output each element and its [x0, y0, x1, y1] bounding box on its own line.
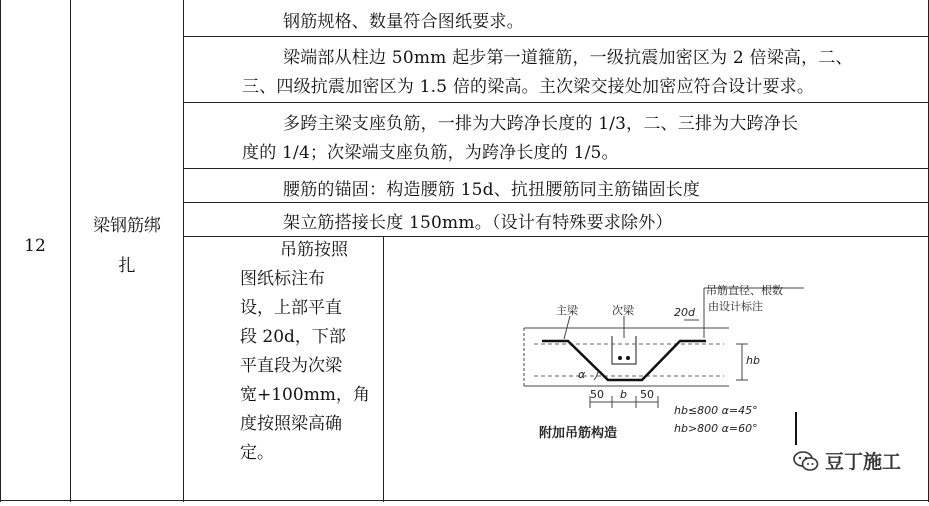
label-50-left: 50	[590, 388, 604, 401]
requirement-3-line-1: 多跨主梁支座负筋，一排为大跨净长度的 1/3，二、三排为大跨净长	[283, 114, 799, 134]
requirement-4: 腰筋的锚固：构造腰筋 15d、抗扭腰筋同主筋锚固长度	[283, 180, 701, 200]
hanger-line: 度按照梁高确	[240, 414, 342, 434]
label-note-line2: 由设计标注	[708, 300, 763, 313]
requirement-3-line-2: 度的 1/4；次梁端支座负筋，为跨净长度的 1/5。	[242, 143, 619, 163]
table-divider-no	[70, 0, 71, 502]
row-divider-2	[183, 102, 929, 103]
hanger-line: 定。	[240, 443, 274, 463]
hanger-line: 平直段为次梁	[240, 356, 342, 376]
requirement-2-line-2: 三、四级抗震加密区为 1.5 倍的梁高。主次梁交接处加密应符合设计要求。	[242, 77, 815, 97]
item-name	[72, 206, 182, 286]
figure-caption: 附加吊筋构造	[539, 426, 618, 441]
hanger-line: 宽+100mm，角	[240, 385, 370, 405]
table-divider-item	[183, 0, 184, 502]
label-secondary-beam: 次梁	[612, 304, 634, 317]
rule-1: hb≤800 α=45°	[674, 404, 758, 417]
label-main-beam: 主梁	[556, 304, 578, 317]
item-name-line: 扎	[118, 256, 136, 276]
rule-2: hb>800 α=60°	[674, 422, 758, 435]
watermark	[793, 447, 901, 474]
label-note-line1: 吊筋直径、根数	[706, 284, 783, 297]
row-divider-4	[183, 202, 929, 203]
hanger-description	[240, 236, 375, 468]
row-divider-1	[183, 36, 929, 37]
hanger-line: 段 20d，下部	[240, 327, 346, 347]
requirement-5: 架立筋搭接长度 150mm。（设计有特殊要求除外）	[283, 213, 673, 233]
label-alpha: α	[578, 368, 586, 381]
label-20d: 20d	[674, 306, 695, 319]
requirement-2-line-1: 梁端部从柱边 50mm 起步第一道箍筋，一级抗震加密区为 2 倍梁高，二、	[283, 48, 853, 68]
hanger-line: 设，上部平直	[240, 298, 342, 318]
row-divider-3	[183, 168, 929, 169]
label-hb: hb	[746, 354, 760, 367]
label-50-right: 50	[640, 388, 654, 401]
wechat-icon	[793, 450, 819, 472]
hanger-line: 吊筋按照	[280, 240, 348, 260]
item-name-line: 梁钢筋绑	[93, 216, 161, 236]
requirement-1: 钢筋规格、数量符合图纸要求。	[283, 12, 524, 32]
row-number: 12	[24, 236, 46, 256]
label-b: b	[620, 388, 627, 401]
hanger-line: 图纸标注布	[240, 269, 325, 289]
watermark-text: 豆丁施工	[824, 451, 901, 473]
